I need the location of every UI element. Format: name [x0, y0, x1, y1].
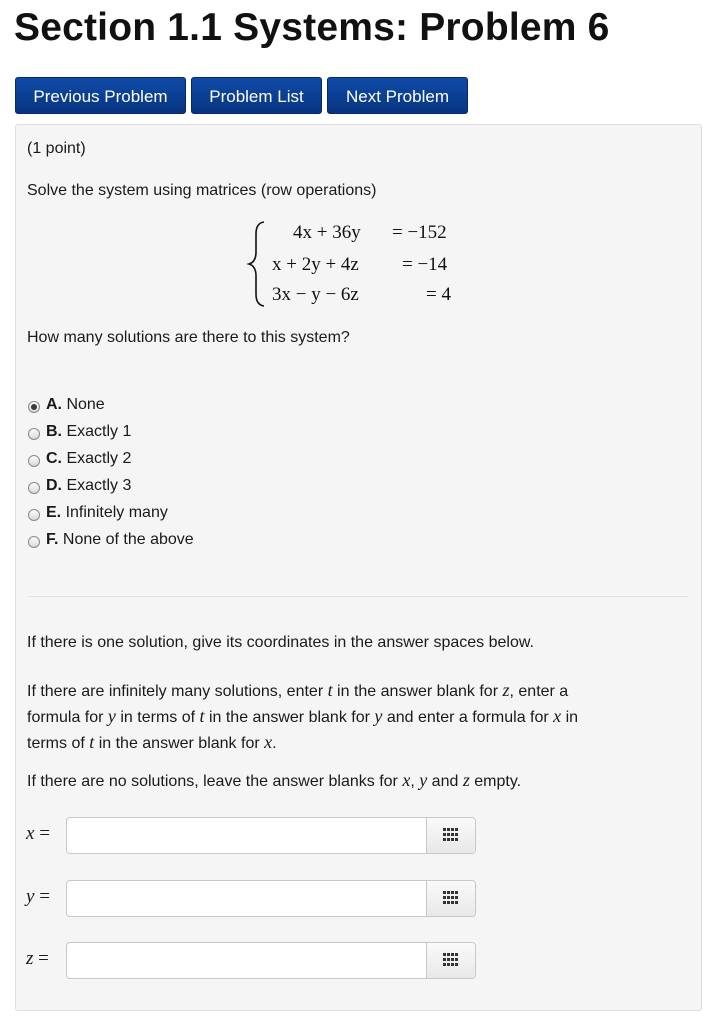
y-answer-label: y = [26, 886, 50, 907]
option-a-label[interactable]: A. None [46, 396, 105, 413]
left-brace [246, 220, 270, 308]
option-d-label[interactable]: D. Exactly 3 [46, 477, 132, 494]
option-e-label[interactable]: E. Infinitely many [46, 504, 168, 521]
z-answer-field [66, 942, 476, 979]
question-text: How many solutions are there to this system? [27, 329, 350, 346]
equation-1-lhs: 4x + 36y [293, 222, 361, 243]
option-b-label[interactable]: B. Exactly 1 [46, 423, 132, 440]
instruction-text: Solve the system using matrices (row operations) [27, 182, 377, 199]
z-equation-editor-button[interactable] [426, 943, 475, 978]
y-answer-input[interactable] [67, 881, 422, 916]
no-solution-text: If there are no solutions, leave the answer blanks for x, y and z empty. [27, 770, 522, 790]
y-equation-editor-button[interactable] [426, 881, 475, 916]
equation-2-lhs: x + 2y + 4z [272, 254, 359, 275]
option-c-radio[interactable] [28, 455, 40, 467]
option-c-label[interactable]: C. Exactly 2 [46, 450, 132, 467]
option-f-label[interactable]: F. None of the above [46, 531, 194, 548]
section-divider [28, 596, 688, 597]
option-a-radio[interactable] [28, 401, 40, 413]
x-answer-input[interactable] [67, 818, 422, 853]
y-answer-field [66, 880, 476, 917]
points-label: (1 point) [27, 140, 86, 157]
equation-1-rhs: = −152 [392, 222, 447, 243]
option-f-radio[interactable] [28, 536, 40, 548]
equation-2-rhs: = −14 [402, 254, 448, 275]
grid-icon [443, 891, 459, 905]
next-problem-button[interactable]: Next Problem [327, 77, 468, 114]
grid-icon [443, 828, 459, 842]
x-equation-editor-button[interactable] [426, 818, 475, 853]
equation-3-rhs: = 4 [426, 284, 451, 305]
page-title: Section 1.1 Systems: Problem 6 [14, 6, 610, 49]
option-b-radio[interactable] [28, 428, 40, 440]
equation-3-lhs: 3x − y − 6z [272, 284, 359, 305]
grid-icon [443, 953, 459, 967]
x-answer-label: x = [26, 823, 50, 844]
x-answer-field [66, 817, 476, 854]
previous-problem-button[interactable]: Previous Problem [15, 77, 186, 114]
infinite-solutions-text: If there are infinitely many solutions, enter t in the answer blank for z, enter a formula for y in terms of t in the answer blank for y and enter a formula for x in terms of t in the answer blank for x. [27, 680, 579, 752]
option-e-radio[interactable] [28, 509, 40, 521]
z-answer-input[interactable] [67, 943, 422, 978]
option-d-radio[interactable] [28, 482, 40, 494]
z-answer-label: z = [26, 948, 49, 969]
one-solution-text: If there is one solution, give its coordinates in the answer spaces below. [27, 634, 534, 651]
problem-list-button[interactable]: Problem List [191, 77, 322, 114]
